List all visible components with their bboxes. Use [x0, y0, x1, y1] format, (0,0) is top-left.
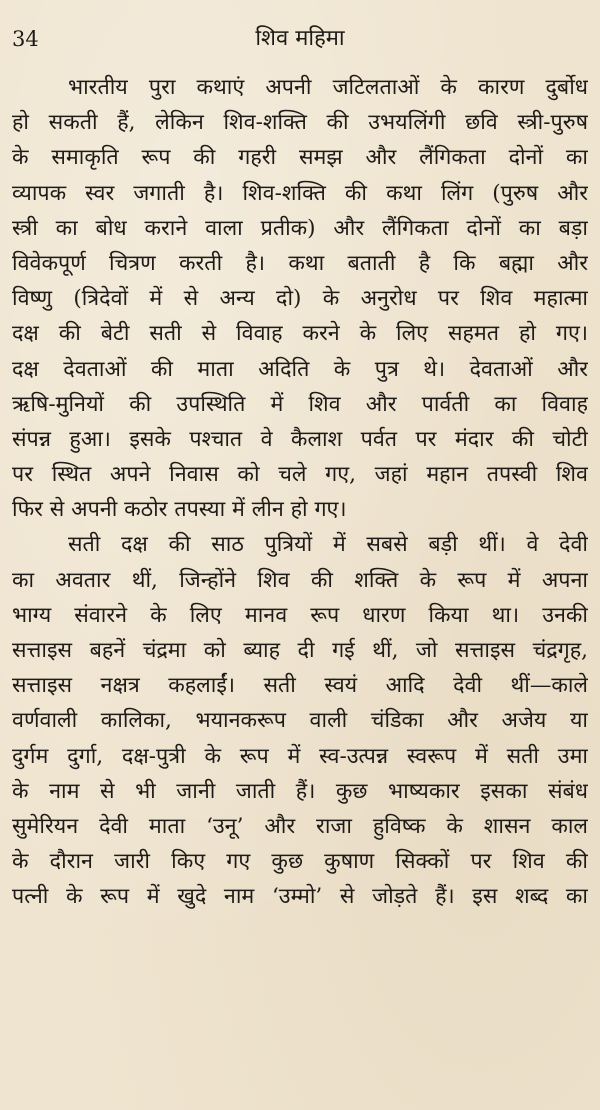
body-text [12, 70, 588, 915]
text-line: दक्ष देवताओं की माता अदिति के पुत्र थे। देवताओं और [12, 356, 588, 382]
text-line: सत्ताइस नक्षत्र कहलाईं। सती स्वयं आदि देवी थीं—काले [12, 673, 588, 699]
page-number: 34 [12, 27, 39, 51]
text-line: स्त्री का बोध कराने वाला प्रतीक) और लैंगिकता दोनों का बड़ा [12, 215, 588, 241]
text-line: दक्ष की बेटी सती से विवाह करने के लिए सहमत हो गए। [12, 321, 588, 347]
text-line: फिर से अपनी कठोर तपस्या में लीन हो गए। [12, 497, 347, 523]
paragraph-2 [12, 527, 588, 914]
text-line: ऋषि-मुनियों की उपस्थिति में शिव और पार्वती का विवाह [12, 391, 588, 417]
text-line: का अवतार थीं, जिन्होंने शिव की शक्ति के रूप में अपना [12, 567, 588, 593]
text-line: व्यापक स्वर जगाती है। शिव-शक्ति की कथा लिंग (पुरुष और [12, 180, 588, 206]
text-line: भाग्य संवारने के लिए मानव रूप धारण किया था। उनकी [12, 602, 588, 628]
running-title: शिव महिमा [255, 26, 345, 51]
text-line: संपन्न हुआ। इसके पश्चात वे कैलाश पर्वत पर मंदार की चोटी [12, 426, 588, 452]
text-line: विष्णु (त्रिदेवों में से अन्य दो) के अनुरोध पर शिव महात्मा [12, 286, 588, 312]
text-line: भारतीय पुरा कथाएं अपनी जटिलताओं के कारण दुर्बोध [68, 75, 588, 100]
text-line: सुमेरियन देवी माता ‘उनू’ और राजा हुविष्क के शासन काल [12, 813, 588, 839]
paragraph-1 [12, 70, 588, 527]
text-line: वर्णवाली कालिका, भयानकरूप वाली चंडिका और अजेय या [12, 708, 588, 734]
text-line: पर स्थित अपने निवास को चले गए, जहां महान तपस्वी शिव [12, 462, 588, 488]
text-line: पत्नी के रूप में खुदे नाम ‘उम्मो’ से जोड़ते हैं। इस शब्द का [12, 884, 588, 910]
text-line: हो सकती हैं, लेकिन शिव-शक्ति की उभयलिंगी छवि स्त्री-पुरुष [12, 110, 588, 136]
text-line: दुर्गम दुर्गा, दक्ष-पुत्री के रूप में स्व-उत्पन्न स्वरूप में सती उमा [12, 743, 588, 769]
page-header [0, 22, 600, 56]
text-line: के समाकृति रूप की गहरी समझ और लैंगिकता दोनों का [12, 145, 588, 171]
text-line: विवेकपूर्ण चित्रण करती है। कथा बताती है कि बह्मा और [12, 250, 588, 276]
text-line: सती दक्ष की साठ पुत्रियों में सबसे बड़ी थीं। वे देवी [68, 532, 588, 558]
text-line: के दौरान जारी किए गए कुछ कुषाण सिक्कों पर शिव की [12, 849, 588, 875]
text-line: सत्ताइस बहनें चंद्रमा को ब्याह दी गई थीं, जो सत्ताइस चंद्रगृह, [12, 638, 588, 663]
text-line: के नाम से भी जानी जाती हैं। कुछ भाष्यकार इसका संबंध [12, 778, 588, 804]
